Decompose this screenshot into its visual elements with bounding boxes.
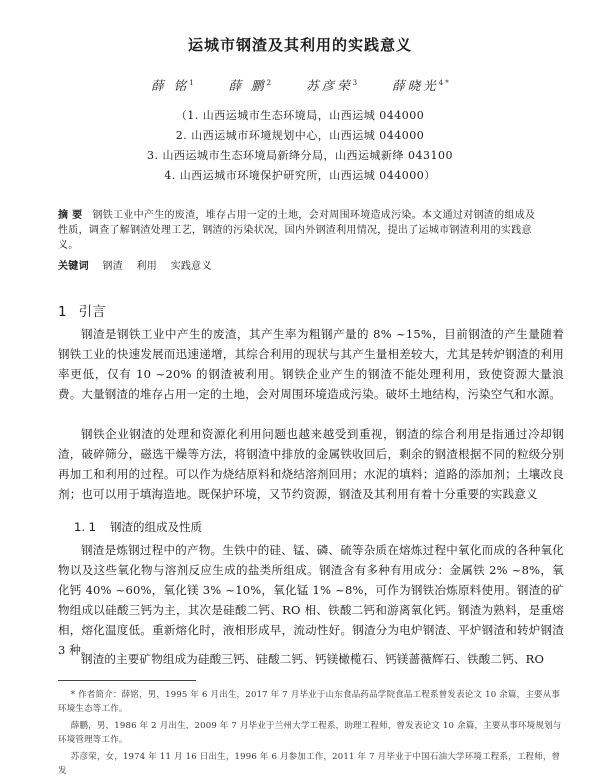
keywords — [58, 257, 542, 272]
affiliation-1: （1. 山西运城市生态环境局，山西运城 044000 — [175, 109, 425, 122]
affiliation-4: 4. 山西运城市环境保护研究所，山西运城 044000） — [164, 169, 436, 182]
subsection-title: 钢渣的组成及性质 — [109, 520, 202, 534]
subsection-number: 1. 1 — [74, 520, 96, 534]
composition-paragraph-2: 钢渣的主要矿物组成为硅酸三钙、硅酸二钙、钙镁橄榄石、钙镁蔷薇辉石、铁酸二钙、RO — [81, 652, 545, 666]
keyword-item: 利用 — [136, 261, 158, 272]
keywords-label: 关键词 — [58, 261, 89, 272]
subsection-heading — [74, 519, 202, 535]
affiliation-2: 2. 山西运城市环境规划中心，山西运城 044000 — [175, 129, 425, 142]
footnote-author-2: 薛鹏，男，1986 年 2 月出生，2009 年 7 月毕业于兰州大学工程系，助理工程师，曾发表论文 10 余篇，主要从事环境规划与环境管理等工作。 — [58, 721, 562, 745]
author-1: 薛 铭$^1$ — [151, 78, 194, 93]
author-4: 薛晓光$^{4 *}$ — [392, 78, 449, 93]
abstract-text: 钢铁工业中产生的废渣，堆存占用一定的土地，会对周围环境造成污染。本文通过对钢渣的组成及性质，调查了解钢渣处理工艺，钢渣的污染状况，国内外钢渣利用情况，提出了运城市钢渣利用的实践意义。 — [58, 210, 536, 251]
footnote-divider — [58, 680, 196, 681]
paper-title: 运城市钢渣及其利用的实践意义 — [187, 36, 412, 54]
section-title: 引言 — [78, 304, 106, 320]
composition-paragraph-1: 钢渣是炼钢过程中的产物。生铁中的硅、锰、磷、硫等杂质在熔炼过程中氧化而成的各种氧化物以及这些氧化物与溶剂反应生成的盐类所组成。钢渣含有多种有用成分：金属铁 2% ~8%，氧化钙 40% ~60%，氧化镁 3% ~10%，氧化锰 1% ~8%，可作为钢铁冶炼原料使用。钢渣的矿物组成以硅酸三钙为主，其次是硅酸二钙、RO 相、铁酸二钙和游离氧化钙。钢渣为熟料，是重熔相，熔化温度低。重新熔化时，液相形成早，流动性好。钢渣分为电炉钢渣、平炉钢渣和转炉钢渣 3 种。 — [58, 543, 564, 657]
author-3: 苏彦荣$^3$ — [306, 78, 358, 93]
footnote-author-1: * 作者简介：薛铭，男，1995 年 6 月出生，2017 年 7 月毕业于山东食品药品学院食品工程系曾发表论文 10 余篇，主要从事环境生态等工作。 — [58, 690, 561, 714]
footnote-author-3: 苏彦荣，女，1974 年 11 月 16 日出生，1996 年 6 月参加工作，2011 年 7 月毕业于中国石油大学环境工程系，工程师，曾发 — [58, 752, 561, 776]
abstract — [58, 208, 542, 253]
section-number: 1 — [58, 304, 67, 320]
affiliation-3: 3. 山西运城市生态环境局新绛分局，山西运城新绛 043100 — [147, 149, 453, 162]
intro-paragraph-2: 钢铁企业钢渣的处理和资源化利用问题也越来越受到重视，钢渣的综合利用是指通过冷却钢渣，破碎筛分，磁选干燥等方法，将钢渣中排放的金属铁收回后，剩余的钢渣根据不同的粒级分别再加工和利用的过程。可以作为烧结原料和烧结溶剂回用；水泥的填料；道路的添加剂；土壤改良剂；也可以用于填海造地。既保护环境，又节约资源，钢渣及其利用有着十分重要的实践意义 — [58, 427, 564, 501]
author-list — [0, 76, 600, 94]
section-heading-intro — [58, 300, 106, 320]
keyword-item: 实践意义 — [170, 261, 212, 272]
intro-paragraph-1: 钢渣是钢铁工业中产生的废渣，其产生率为粗钢产量的 8% ~15%，目前钢渣的产生量随着钢铁工业的快速发展而迅速递增，其综合利用的现状与其产生量相差较大，尤其是转炉钢渣的利用率更低，仅有 10 ~20% 的钢渣被利用。钢铁企业产生的钢渣不能处理利用，致使资源大量浪费。大量钢渣的堆存占用一定的土地，会对周围环境造成污染。破坏土地结构，污染空气和水源。 — [58, 327, 564, 401]
author-2: 薛 鹏$^2$ — [228, 78, 272, 93]
abstract-label: 摘 要 — [58, 210, 83, 221]
keyword-item: 钢渣 — [102, 261, 123, 272]
